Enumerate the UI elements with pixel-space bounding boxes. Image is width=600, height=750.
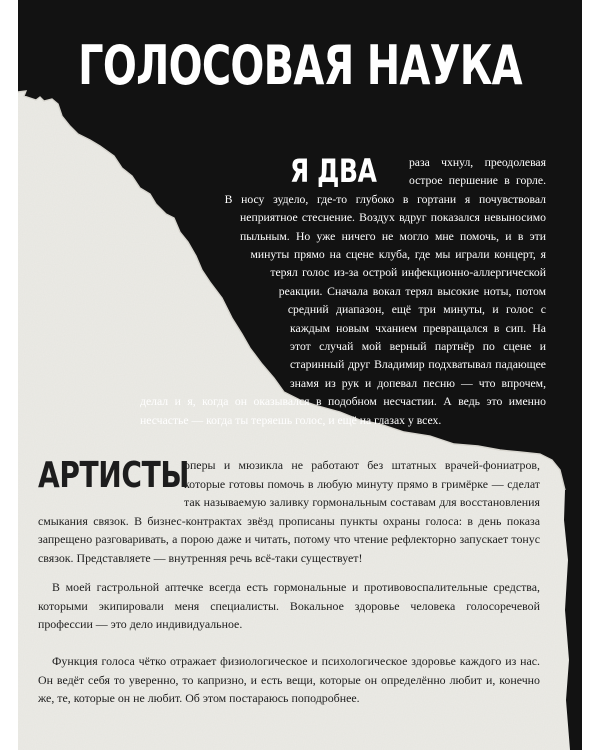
page-title: ГОЛОСОВАЯ НАУКА [78,34,522,97]
section-one-text: раза чхнул, преодолевая острое першение в горле. В носу зудело, где-то глубоко в гортани я почувствовал неприятное стеснение. Воздух вдруг показался невыносимо пыльным. Но уже ничего не могло мне помочь, и в эти минуты прямо на сцене клуба, где мы играли концерт, я терял голос из-за острой инфекционно-аллергической реакции. Сначала вокал терял высокие ноты, потом средний диапазон, ещё три минуты, и голос с каждым новым чханием превращался в сип. На этот случай мой верный партнёр по сцене и старинный друг Владимир подхватывал падающее знамя из рук и допевал песню — что впрочем, делал и я, когда он оказывался в подобном несчастии. А ведь это именно несчастье — когда ты теряешь голос, и ещё на глазах у всех. [140,156,546,427]
section-two-paragraph-2: В моей гастрольной аптечке всегда есть гормональные и противовоспалительные средства, которыми экипировали меня специалисты. Вокальное здоровье человека голосоречевой профессии — это дело индивидуальное. [38,580,540,632]
section-two-text: оперы и мюзикла не работают без штатных врачей-фониатров, которые готовы помочь в любую минуту прямо в гримёрке — сделат так называемую заливку гормональным составам для восстановления смыкания связок. В бизнес-контрактах звёзд прописаны пункты охраны голоса: в день показа запрещено разговаривать, а порою даже и читать, потому что чтение рефлекторно запускает тонус связок. Представляете — внутренняя речь всё-таки существует! [38,458,540,565]
section-one-lead: Я ДВА [290,152,377,190]
section-one-paragraph [140,154,546,430]
section-two-paragraph-3: Функция голоса чётко отражает физиологическое и психологическое здоровье каждого из нас. Он ведёт себя то уверенно, то капризно, и есть вещи, которые он определённо любит и, конечно же, те, которые он не любит. Об этом постараюсь поподробнее. [38,654,540,706]
section-two-lead: АРТИСТЫ [38,455,190,496]
text-wrap-shape [140,154,290,384]
section-two-paragraph [38,456,540,568]
